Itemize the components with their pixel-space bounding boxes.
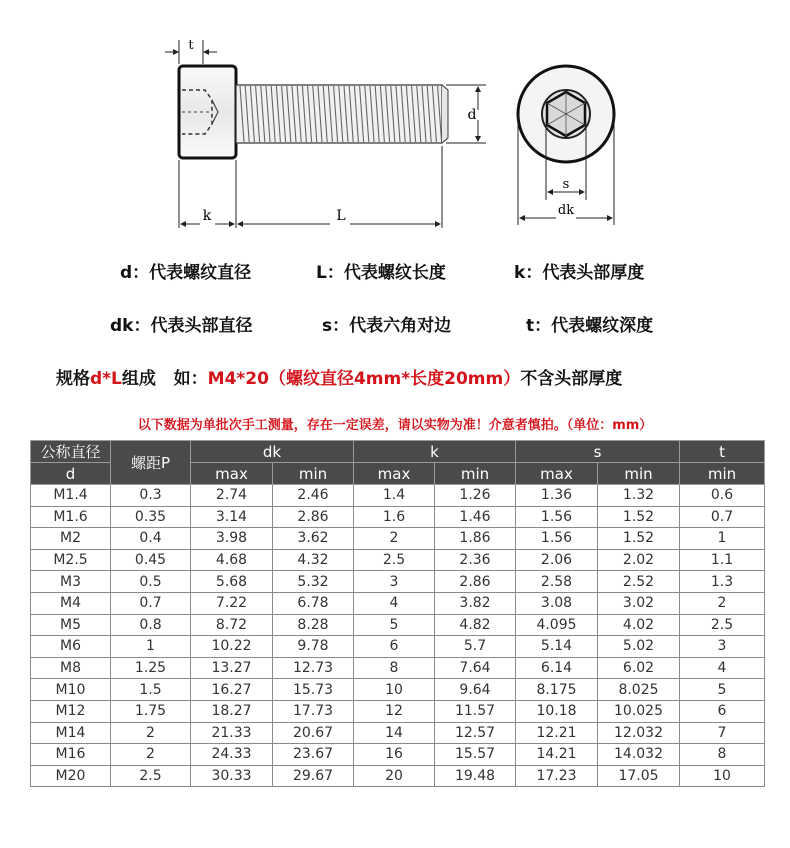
table-cell: 6 bbox=[680, 700, 765, 722]
table-cell: 0.8 bbox=[111, 614, 191, 636]
table-cell: 5 bbox=[680, 679, 765, 701]
table-cell: 6.14 bbox=[516, 657, 598, 679]
header-s: s bbox=[516, 441, 680, 463]
legend-item: L：代表螺纹长度 bbox=[316, 263, 446, 283]
table-cell: 24.33 bbox=[191, 744, 273, 766]
table-cell: 8 bbox=[354, 657, 435, 679]
table-cell: 14.032 bbox=[598, 744, 680, 766]
dim-label-d: d bbox=[467, 107, 477, 123]
table-row bbox=[31, 636, 765, 658]
table-cell: M14 bbox=[31, 722, 111, 744]
header-t: t bbox=[680, 441, 765, 463]
table-cell: 15.73 bbox=[273, 679, 354, 701]
table-cell: M10 bbox=[31, 679, 111, 701]
table-row bbox=[31, 765, 765, 787]
dim-label-L: L bbox=[336, 208, 346, 224]
table-cell: 14.21 bbox=[516, 744, 598, 766]
table-cell: 1.52 bbox=[598, 506, 680, 528]
table-cell: 19.48 bbox=[435, 765, 516, 787]
table-cell: 1.52 bbox=[598, 528, 680, 550]
legend-item: s：代表六角对边 bbox=[322, 316, 452, 336]
table-cell: M12 bbox=[31, 700, 111, 722]
measurement-note: 以下数据为单批次手工测量，存在一定误差，请以实物为准！介意者慎拍。（单位：mm） bbox=[137, 418, 653, 433]
table-cell: M1.4 bbox=[31, 485, 111, 507]
table-cell: 2.74 bbox=[191, 485, 273, 507]
table-cell: 1 bbox=[680, 528, 765, 550]
table-row bbox=[31, 571, 765, 593]
spec-table bbox=[30, 440, 765, 787]
table-cell: 7 bbox=[680, 722, 765, 744]
table-cell: 20.67 bbox=[273, 722, 354, 744]
table-cell: 7.22 bbox=[191, 592, 273, 614]
table-cell: 5.68 bbox=[191, 571, 273, 593]
table-cell: 20 bbox=[354, 765, 435, 787]
table-cell: 1.56 bbox=[516, 506, 598, 528]
dimension-d bbox=[446, 85, 486, 143]
legend-item: t：代表螺纹深度 bbox=[526, 316, 654, 336]
table-cell: 0.5 bbox=[111, 571, 191, 593]
table-row bbox=[31, 744, 765, 766]
table-cell: 2 bbox=[680, 592, 765, 614]
table-cell: 14 bbox=[354, 722, 435, 744]
table-cell: 8.28 bbox=[273, 614, 354, 636]
table-cell: M8 bbox=[31, 657, 111, 679]
header-dk-min: min bbox=[273, 463, 354, 485]
table-row bbox=[31, 485, 765, 507]
table-cell: 10 bbox=[354, 679, 435, 701]
table-cell: 5.32 bbox=[273, 571, 354, 593]
table-row bbox=[31, 722, 765, 744]
legend-item: d：代表螺纹直径 bbox=[120, 263, 252, 283]
table-cell: 1.25 bbox=[111, 657, 191, 679]
table-row bbox=[31, 657, 765, 679]
table-cell: 3.02 bbox=[598, 592, 680, 614]
table-cell: 4.095 bbox=[516, 614, 598, 636]
table-cell: 23.67 bbox=[273, 744, 354, 766]
table-cell: M3 bbox=[31, 571, 111, 593]
table-cell: 3 bbox=[680, 636, 765, 658]
table-cell: M6 bbox=[31, 636, 111, 658]
header-s-min: min bbox=[598, 463, 680, 485]
table-cell: 2.02 bbox=[598, 549, 680, 571]
header-d: d bbox=[31, 463, 111, 485]
dim-label-t: t bbox=[188, 38, 194, 53]
table-cell: 8.72 bbox=[191, 614, 273, 636]
screw-head-top-view bbox=[518, 66, 614, 162]
table-cell: 1.56 bbox=[516, 528, 598, 550]
table-row bbox=[31, 614, 765, 636]
table-cell: 1.5 bbox=[111, 679, 191, 701]
table-cell: 4.02 bbox=[598, 614, 680, 636]
table-cell: 17.23 bbox=[516, 765, 598, 787]
table-cell: 5.7 bbox=[435, 636, 516, 658]
table-cell: 12.57 bbox=[435, 722, 516, 744]
table-cell: M16 bbox=[31, 744, 111, 766]
table-cell: 2.58 bbox=[516, 571, 598, 593]
table-cell: 7.64 bbox=[435, 657, 516, 679]
header-t-min: min bbox=[680, 463, 765, 485]
table-cell: 5.14 bbox=[516, 636, 598, 658]
header-nominal-diameter: 公称直径 bbox=[31, 441, 111, 463]
table-cell: M2.5 bbox=[31, 549, 111, 571]
header-s-max: max bbox=[516, 463, 598, 485]
table-cell: 6 bbox=[354, 636, 435, 658]
table-row bbox=[31, 700, 765, 722]
table-row bbox=[31, 506, 765, 528]
table-cell: 4 bbox=[680, 657, 765, 679]
dimension-t bbox=[165, 38, 217, 64]
table-cell: 29.67 bbox=[273, 765, 354, 787]
table-cell: 4 bbox=[354, 592, 435, 614]
table-cell: 1.32 bbox=[598, 485, 680, 507]
table-cell: 1.1 bbox=[680, 549, 765, 571]
table-cell: 8.025 bbox=[598, 679, 680, 701]
table-cell: 16 bbox=[354, 744, 435, 766]
legend-item: k：代表头部厚度 bbox=[514, 263, 645, 283]
table-cell: 3 bbox=[354, 571, 435, 593]
table-cell: 12 bbox=[354, 700, 435, 722]
table-cell: 16.27 bbox=[191, 679, 273, 701]
table-cell: M2 bbox=[31, 528, 111, 550]
table-row bbox=[31, 549, 765, 571]
table-cell: 2.06 bbox=[516, 549, 598, 571]
dim-label-s: s bbox=[562, 177, 570, 192]
dim-label-k: k bbox=[202, 208, 212, 224]
table-cell: 2.5 bbox=[354, 549, 435, 571]
legend-item: dk：代表头部直径 bbox=[110, 316, 253, 336]
table-cell: 1 bbox=[111, 636, 191, 658]
table-cell: 2.5 bbox=[680, 614, 765, 636]
table-cell: M1.6 bbox=[31, 506, 111, 528]
table-cell: 2.36 bbox=[435, 549, 516, 571]
table-cell: 9.78 bbox=[273, 636, 354, 658]
table-cell: M4 bbox=[31, 592, 111, 614]
table-cell: 18.27 bbox=[191, 700, 273, 722]
table-cell: 6.02 bbox=[598, 657, 680, 679]
table-cell: 13.27 bbox=[191, 657, 273, 679]
table-cell: 4.82 bbox=[435, 614, 516, 636]
table-cell: 17.05 bbox=[598, 765, 680, 787]
table-cell: 1.6 bbox=[354, 506, 435, 528]
header-dk: dk bbox=[191, 441, 354, 463]
table-cell: 10.025 bbox=[598, 700, 680, 722]
table-cell: 12.73 bbox=[273, 657, 354, 679]
table-cell: 10.18 bbox=[516, 700, 598, 722]
spec-example: 规格d*L组成 如：M4*20（螺纹直径4mm*长度20mm）不含头部厚度 bbox=[56, 369, 623, 389]
table-cell: 0.3 bbox=[111, 485, 191, 507]
table-cell: 2.86 bbox=[273, 506, 354, 528]
table-cell: 8 bbox=[680, 744, 765, 766]
table-cell: 0.7 bbox=[680, 506, 765, 528]
table-cell: 2 bbox=[354, 528, 435, 550]
table-cell: 17.73 bbox=[273, 700, 354, 722]
table-cell: 30.33 bbox=[191, 765, 273, 787]
table-cell: 2.52 bbox=[598, 571, 680, 593]
table-cell: 2.5 bbox=[111, 765, 191, 787]
dim-label-dk: dk bbox=[557, 203, 575, 218]
table-cell: 0.6 bbox=[680, 485, 765, 507]
table-cell: 3.08 bbox=[516, 592, 598, 614]
header-dk-max: max bbox=[191, 463, 273, 485]
screw-technical-drawing bbox=[0, 0, 790, 240]
table-cell: 1.26 bbox=[435, 485, 516, 507]
spec-table-body bbox=[31, 485, 765, 787]
table-cell: 11.57 bbox=[435, 700, 516, 722]
table-cell: 0.35 bbox=[111, 506, 191, 528]
table-cell: 1.75 bbox=[111, 700, 191, 722]
table-cell: 10 bbox=[680, 765, 765, 787]
table-cell: M20 bbox=[31, 765, 111, 787]
table-cell: 0.45 bbox=[111, 549, 191, 571]
table-cell: 9.64 bbox=[435, 679, 516, 701]
table-row bbox=[31, 679, 765, 701]
table-cell: 10.22 bbox=[191, 636, 273, 658]
screw-thread-side-view bbox=[236, 85, 448, 143]
header-k-min: min bbox=[435, 463, 516, 485]
table-row bbox=[31, 528, 765, 550]
table-cell: 3.62 bbox=[273, 528, 354, 550]
table-cell: 12.032 bbox=[598, 722, 680, 744]
table-row bbox=[31, 592, 765, 614]
header-k: k bbox=[354, 441, 516, 463]
table-cell: M5 bbox=[31, 614, 111, 636]
table-cell: 0.7 bbox=[111, 592, 191, 614]
table-cell: 2.46 bbox=[273, 485, 354, 507]
table-cell: 21.33 bbox=[191, 722, 273, 744]
table-cell: 8.175 bbox=[516, 679, 598, 701]
table-cell: 1.46 bbox=[435, 506, 516, 528]
table-cell: 12.21 bbox=[516, 722, 598, 744]
header-k-max: max bbox=[354, 463, 435, 485]
table-cell: 3.82 bbox=[435, 592, 516, 614]
table-cell: 1.4 bbox=[354, 485, 435, 507]
table-cell: 15.57 bbox=[435, 744, 516, 766]
table-cell: 2.86 bbox=[435, 571, 516, 593]
table-cell: 2 bbox=[111, 722, 191, 744]
table-cell: 1.36 bbox=[516, 485, 598, 507]
table-cell: 3.14 bbox=[191, 506, 273, 528]
table-cell: 5 bbox=[354, 614, 435, 636]
table-cell: 5.02 bbox=[598, 636, 680, 658]
header-pitch: 螺距P bbox=[111, 441, 191, 485]
table-cell: 4.68 bbox=[191, 549, 273, 571]
table-cell: 1.3 bbox=[680, 571, 765, 593]
table-cell: 6.78 bbox=[273, 592, 354, 614]
table-cell: 4.32 bbox=[273, 549, 354, 571]
table-cell: 3.98 bbox=[191, 528, 273, 550]
table-cell: 1.86 bbox=[435, 528, 516, 550]
screw-head-side-view bbox=[179, 66, 236, 158]
table-cell: 0.4 bbox=[111, 528, 191, 550]
table-cell: 2 bbox=[111, 744, 191, 766]
